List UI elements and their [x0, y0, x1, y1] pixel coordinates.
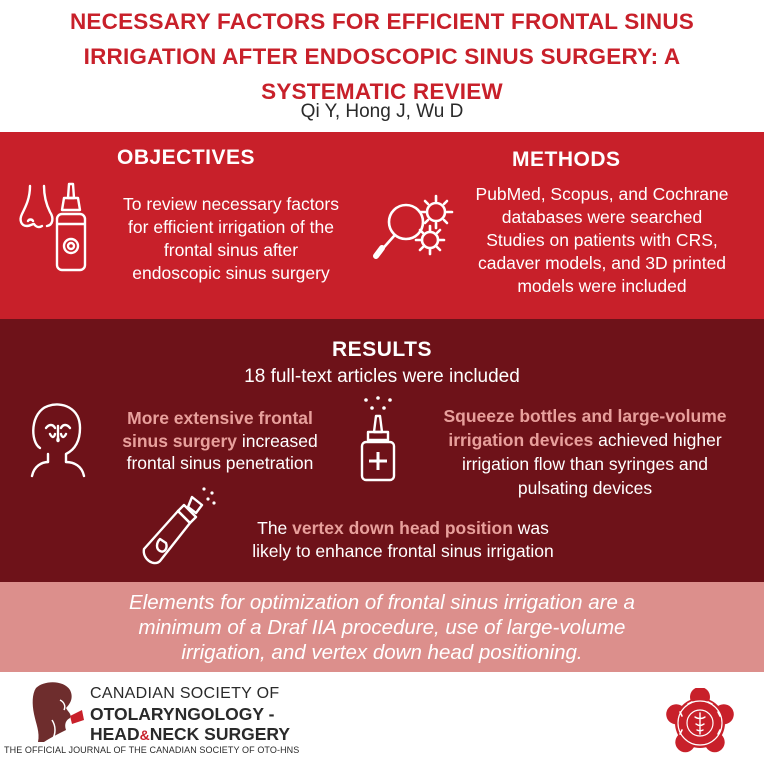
results-subheading: 18 full-text articles were included: [244, 366, 520, 387]
finding-highlight: sinus surgery: [122, 430, 238, 451]
results-heading: RESULTS: [332, 338, 432, 361]
finding-highlight: More extensive frontal: [127, 408, 313, 428]
journal-tagline: THE OFFICIAL JOURNAL OF THE CANADIAN SOCIETY OF OTO-HNS: [4, 745, 300, 755]
objectives-line: frontal sinus after: [163, 240, 299, 260]
finding-text: pulsating devices: [517, 478, 653, 498]
finding-highlight: vertex down head position: [292, 518, 513, 538]
methods-heading: METHODS: [512, 148, 621, 171]
title-line: IRRIGATION AFTER ENDOSCOPIC SINUS SURGERY: A: [83, 44, 681, 69]
society-name-line: [90, 724, 290, 745]
conclusion-line: minimum of a Draf IIA procedure, use of large-volume: [138, 616, 626, 639]
society-name-line: OTOLARYNGOLOGY -: [90, 704, 275, 724]
finding-highlight: irrigation devices: [448, 430, 594, 450]
conclusion-text: [20, 590, 744, 665]
title-line: SYSTEMATIC REVIEW: [261, 79, 503, 104]
methods-line: databases were searched: [501, 207, 703, 227]
objectives-heading: OBJECTIVES: [117, 146, 256, 169]
search-gears-icon: [372, 190, 464, 272]
methods-text: [452, 183, 752, 298]
society-logo: [30, 680, 86, 742]
society-ampersand: &: [139, 727, 150, 743]
poster-title: [20, 4, 744, 109]
objectives-line: endoscopic sinus surgery: [132, 263, 330, 283]
university-seal: [666, 688, 734, 756]
authors: Qi Y, Hong J, Wu D: [300, 101, 464, 122]
result-finding-3: [228, 517, 578, 563]
finding-text: achieved higher: [593, 430, 722, 450]
spray-bottle-icon: [134, 483, 220, 569]
finding-text: frontal sinus penetration: [126, 453, 314, 473]
objectives-line: To review necessary factors: [123, 194, 339, 214]
result-finding-2: [420, 404, 750, 500]
conclusion-line: Elements for optimization of frontal sinus irrigation are a: [129, 591, 635, 614]
society-name-part: HEAD: [90, 724, 140, 744]
nasal-spray-icon: [358, 396, 406, 486]
objectives-line: for efficient irrigation of the: [128, 217, 334, 237]
finding-text: irrigation flow than syringes and: [461, 454, 709, 474]
head-sinus-icon: [24, 398, 92, 478]
conclusion-line: irrigation, and vertex down head positioning.: [181, 641, 583, 664]
finding-text: increased: [237, 430, 318, 451]
finding-text: likely to enhance frontal sinus irrigation: [252, 541, 554, 561]
society-name-line: CANADIAN SOCIETY OF: [90, 685, 280, 702]
society-name-part: NECK SURGERY: [149, 724, 291, 744]
methods-line: Studies on patients with CRS,: [486, 230, 718, 250]
methods-line: cadaver models, and 3D printed: [477, 253, 727, 273]
title-line: NECESSARY FACTORS FOR EFFICIENT FRONTAL SINUS: [69, 9, 695, 34]
methods-line: models were included: [517, 276, 687, 296]
result-finding-1: [100, 407, 340, 475]
nasal-spray-icon: [50, 180, 92, 276]
finding-highlight: Squeeze bottles and large-volume: [443, 406, 727, 426]
finding-text: The: [257, 518, 293, 538]
objectives-text: [96, 193, 366, 285]
finding-text: was: [512, 518, 549, 538]
methods-line: PubMed, Scopus, and Cochrane: [475, 184, 729, 204]
